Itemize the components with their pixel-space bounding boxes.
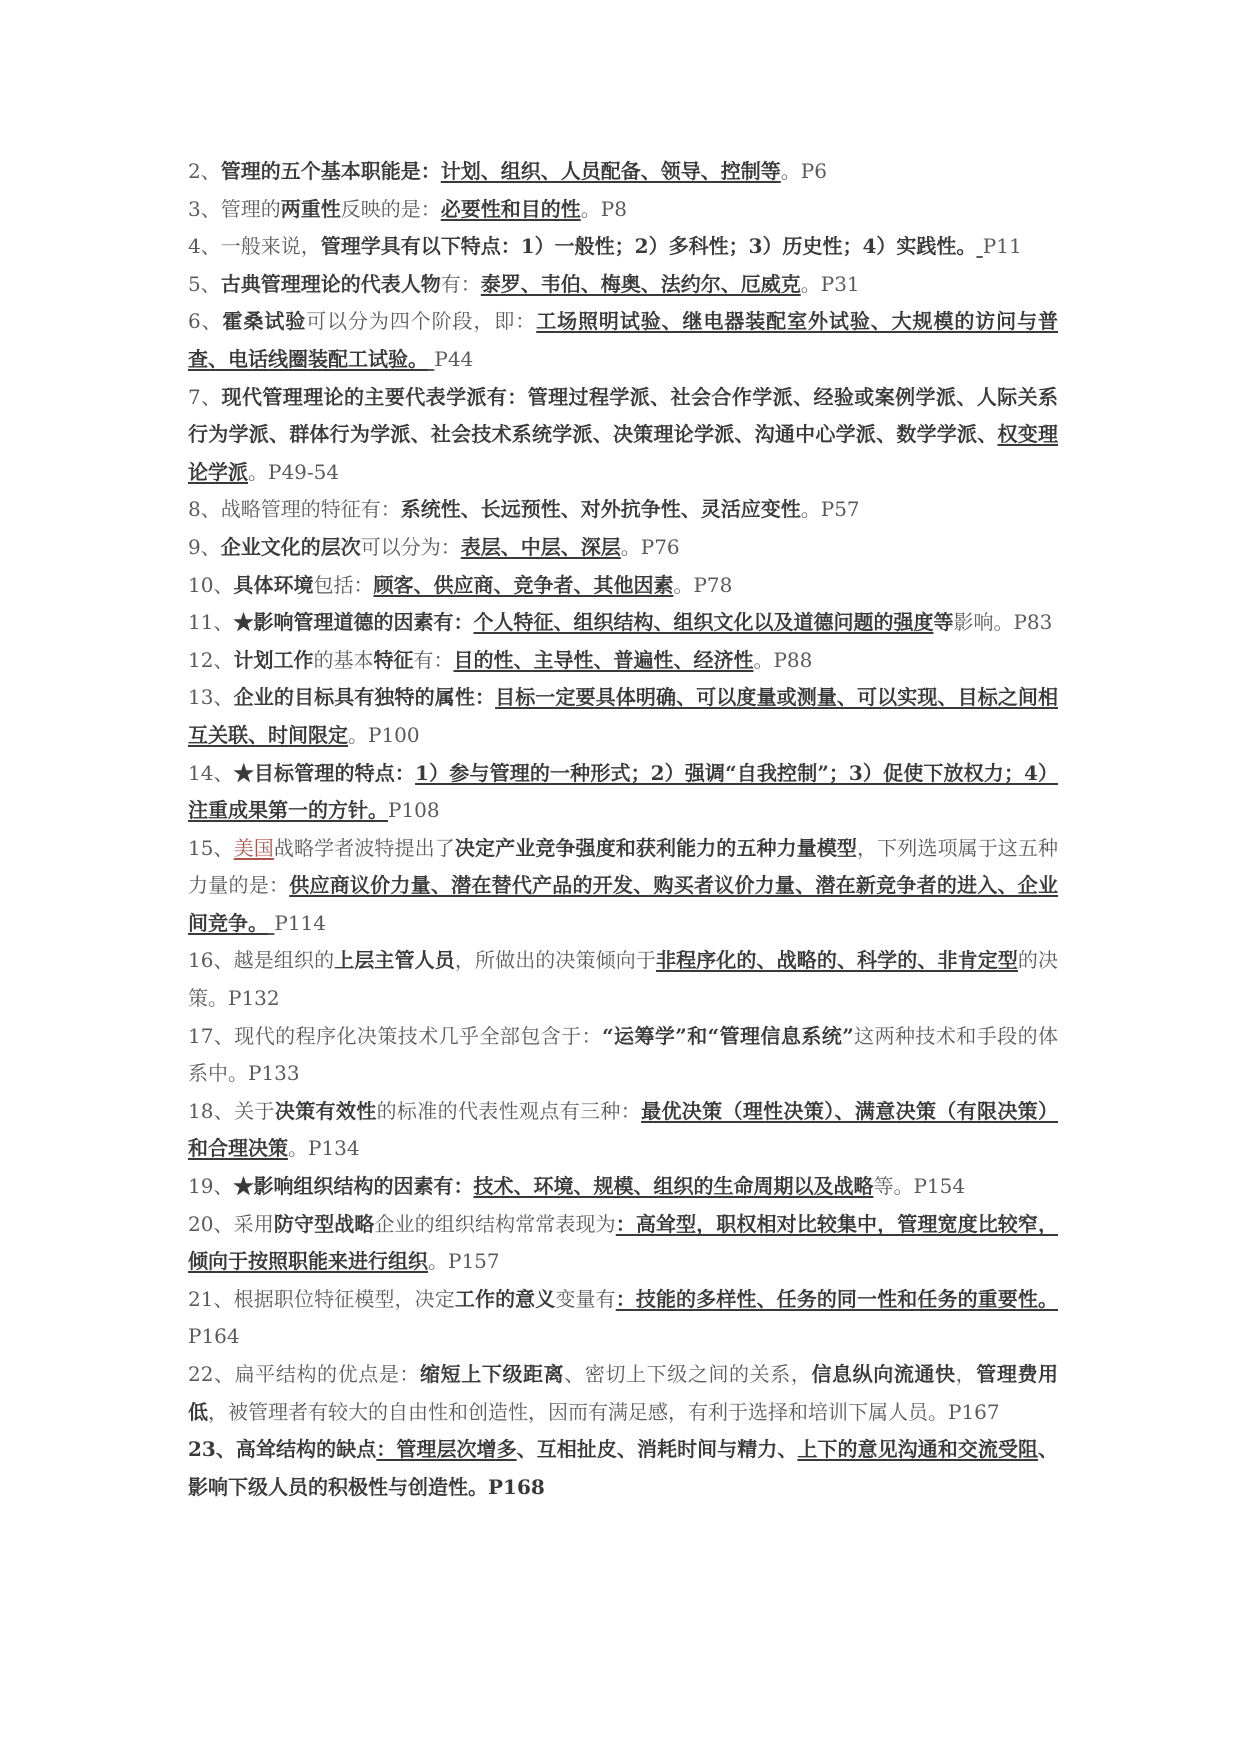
list-item <box>188 303 1058 378</box>
text-segment: 非程序化的、战略的、科学的、非肯定型 <box>655 948 1018 973</box>
text-segment: 供应商议价力量、潜在替代产品的开发、购买者议价力量、潜在新竞争者的进入、企业间竞争。 <box>188 873 1059 935</box>
text-segment: 19、 <box>188 1174 234 1199</box>
list-item <box>188 755 1058 830</box>
text-segment: 变量有 <box>555 1286 616 1311</box>
text-segment: 。P8 <box>580 196 627 221</box>
text-segment: 等。P154 <box>873 1174 966 1199</box>
list-item <box>188 1206 1058 1281</box>
text-segment: P164 <box>188 1324 240 1349</box>
list-item <box>188 529 1058 567</box>
list-item <box>188 1093 1058 1168</box>
text-segment: 必要性和目的性 <box>440 196 581 221</box>
text-segment: 。P49-54 <box>248 459 340 484</box>
list-item <box>188 567 1058 605</box>
text-segment: 企业的组织结构常常表现为 <box>374 1211 616 1236</box>
text-segment: 工场照明试验、继电器装配室外试验、大规模的访问与普查、电话线圈装配工试验。 <box>188 309 1059 371</box>
list-item <box>188 153 1058 191</box>
text-segment: P108 <box>388 798 440 823</box>
text-segment: ：高耸型，职权相对比较集中，管理宽度比较窄，倾向于按照职能来进行组织 <box>188 1211 1059 1274</box>
text-segment: 管理的五个基本职能是： <box>220 159 441 183</box>
list-item <box>188 1018 1058 1093</box>
text-segment: 的基本 <box>313 647 374 672</box>
text-segment: 上层主管人员 <box>334 948 455 973</box>
text-segment: 等 <box>933 610 954 635</box>
text-segment: 管理学具有以下特点：1）一般性；2）多科性；3）历史性；4）实践性。 <box>320 234 977 259</box>
text-segment: 的决策。P132 <box>188 948 1059 1011</box>
list-item <box>188 1431 1058 1506</box>
text-segment: ：技能的多样性、任务的同一性和任务的重要性。 <box>615 1286 1059 1311</box>
text-segment: 。P134 <box>288 1136 360 1161</box>
text-segment: 11、 <box>188 610 234 635</box>
text-segment: 14、 <box>188 760 234 785</box>
text-segment: 、影响下级人员的积极性与创造性。P168 <box>188 1437 1058 1499</box>
text-segment: ★影响组织结构的因素有： <box>233 1174 474 1199</box>
text-segment: 系统性、长远预性、对外抗争性、灵活应变性 <box>400 497 801 522</box>
text-segment: 。P31 <box>800 271 860 296</box>
text-segment: ，所做出的决策倾向于 <box>454 948 656 973</box>
text-segment: 目的性、主导性、普遍性、经济性 <box>453 647 754 672</box>
document-page <box>188 153 1058 1506</box>
text-segment: 可以分为： <box>360 534 461 559</box>
text-segment: 、密切上下级之间的关系， <box>564 1362 812 1386</box>
list-item <box>188 830 1058 943</box>
text-segment: 9、 <box>188 534 221 559</box>
text-segment: 计划、组织、人员配备、领导、控制等 <box>440 159 781 183</box>
list-item <box>188 191 1058 229</box>
text-segment: 古典管理理论的代表人物 <box>220 271 441 296</box>
text-segment: 具体环境 <box>233 572 314 597</box>
text-segment: 特征 <box>373 647 414 672</box>
text-segment: 可以分为四个阶段，即： <box>306 309 537 334</box>
list-item <box>188 679 1058 754</box>
text-segment: 顾客、供应商、竞争者、其他因素 <box>373 572 674 597</box>
text-segment: 企业的目标具有独特的属性： <box>233 685 496 710</box>
text-segment: 1）参与管理的一种形式；2）强调“自我控制”；3）促使下放权力；4）注重成果第一的方针。 <box>188 760 1059 823</box>
text-segment: 管理过程学派、社会合作学派、经验或案例学派、人际关系行为学派、群体行为学派、社会技术系统学派、决策理论学派、沟通中心学派、数学学派、 <box>188 384 1058 447</box>
text-segment: 3、管理的 <box>188 196 281 221</box>
text-segment: 。P78 <box>673 572 733 597</box>
text-segment: 最优决策（理性决策）、满意决策（有限决策）和合理决策 <box>188 1098 1059 1161</box>
text-segment: 、互相扯皮、消耗时间与精力、 <box>516 1437 798 1462</box>
text-segment: 10、 <box>188 572 234 597</box>
text-segment: 影响。P83 <box>953 610 1053 635</box>
text-segment: 两重性 <box>280 196 341 221</box>
text-segment: P114 <box>274 910 326 935</box>
text-segment: 20、采用 <box>188 1211 274 1236</box>
text-segment: 22、扁平结构的优点是： <box>188 1362 421 1386</box>
list-item <box>188 266 1058 304</box>
text-segment: 防守型战略 <box>273 1211 375 1236</box>
text-segment: ：管理层次增多 <box>376 1437 517 1462</box>
text-segment: 工作的意义 <box>454 1286 556 1311</box>
text-segment: 现代管理理论的主要代表学派有： <box>221 384 528 409</box>
text-segment: 企业文化的层次 <box>220 534 361 559</box>
text-segment: 计划工作 <box>233 647 314 672</box>
text-segment: “运筹学”和“管理信息系统” <box>602 1023 854 1048</box>
text-segment: 权变理论学派 <box>188 422 1059 484</box>
list-item <box>188 642 1058 680</box>
text-segment: ★目标管理的特点： <box>233 760 416 785</box>
text-segment: 8、战略管理的特征有： <box>188 497 401 522</box>
text-segment: 。P6 <box>780 159 827 183</box>
text-segment: 管理费用低 <box>188 1362 1059 1424</box>
text-segment: 18、关于 <box>188 1098 275 1123</box>
list-item <box>188 1356 1058 1431</box>
text-segment: 16、越是组织的 <box>188 948 335 973</box>
list-item <box>188 1281 1058 1356</box>
list-item <box>188 491 1058 529</box>
text-segment: 7、 <box>188 384 222 409</box>
text-segment: 23、高耸结构的缺点 <box>188 1437 377 1462</box>
list-item <box>188 604 1058 642</box>
text-segment: 包括： <box>313 572 374 597</box>
text-segment: 。P157 <box>428 1249 500 1274</box>
text-segment: 有： <box>440 271 481 296</box>
text-segment: 4、一般来说， <box>188 234 321 259</box>
text-segment: 。P76 <box>620 534 680 559</box>
text-segment: 。P100 <box>348 722 420 747</box>
text-segment: 战略学者波特提出了 <box>273 835 455 860</box>
text-segment: 上下的意见沟通和交流受阻 <box>797 1437 1038 1462</box>
text-segment: 个人特征、组织结构、组织文化以及道德问题的强度 <box>473 610 934 635</box>
text-segment: 21、根据职位特征模型，决定 <box>188 1286 455 1311</box>
text-segment: ， <box>955 1362 977 1386</box>
text-segment: ，被管理者有较大的自由性和创造性，因而有满足感，有利于选择和培训下属人员。P167 <box>208 1399 1000 1424</box>
text-segment: 技术、环境、规模、组织的生命周期以及战略 <box>473 1174 874 1199</box>
text-segment: 决定产业竞争强度和获利能力的五种力量模型 <box>454 835 858 860</box>
text-segment: 美国 <box>233 835 274 860</box>
text-segment: 15、 <box>188 835 234 860</box>
text-segment: P11 <box>982 234 1022 259</box>
list-item <box>188 1168 1058 1206</box>
text-segment: 。P57 <box>800 497 860 522</box>
list-item <box>188 942 1058 1017</box>
text-segment: 。P88 <box>753 647 813 672</box>
text-segment: 表层、中层、深层 <box>460 534 621 559</box>
text-segment: 有： <box>413 647 454 672</box>
text-segment: 信息纵向流通快 <box>811 1362 956 1386</box>
text-segment: 目标一定要具体明确、可以度量或测量、可以实现、目标之间相互关联、时间限定 <box>188 685 1059 747</box>
text-segment: 霍桑试验 <box>222 309 307 334</box>
text-segment: 13、 <box>188 685 234 710</box>
list-item <box>188 228 1058 266</box>
text-segment: 这两种技术和手段的体系中。P133 <box>188 1023 1059 1086</box>
text-segment: ★影响管理道德的因素有： <box>233 610 474 635</box>
text-segment: 5、 <box>188 271 221 296</box>
text-segment: 6、 <box>188 309 223 334</box>
text-segment: P44 <box>434 346 474 371</box>
text-segment: 的标准的代表性观点有三种： <box>376 1098 642 1123</box>
text-segment: 17、现代的程序化决策技术几乎全部包含于： <box>188 1023 603 1048</box>
text-segment: ，下列选项属于这五种力量的是： <box>188 835 1059 898</box>
text-segment: 12、 <box>188 647 234 672</box>
text-segment: 决策有效性 <box>274 1098 377 1123</box>
text-segment: 缩短上下级距离 <box>420 1362 565 1386</box>
text-segment: 泰罗、韦伯、梅奥、法约尔、厄威克 <box>480 271 801 296</box>
text-segment: 2、 <box>188 159 221 183</box>
list-item <box>188 379 1058 492</box>
text-segment: 反映的是： <box>340 196 441 221</box>
